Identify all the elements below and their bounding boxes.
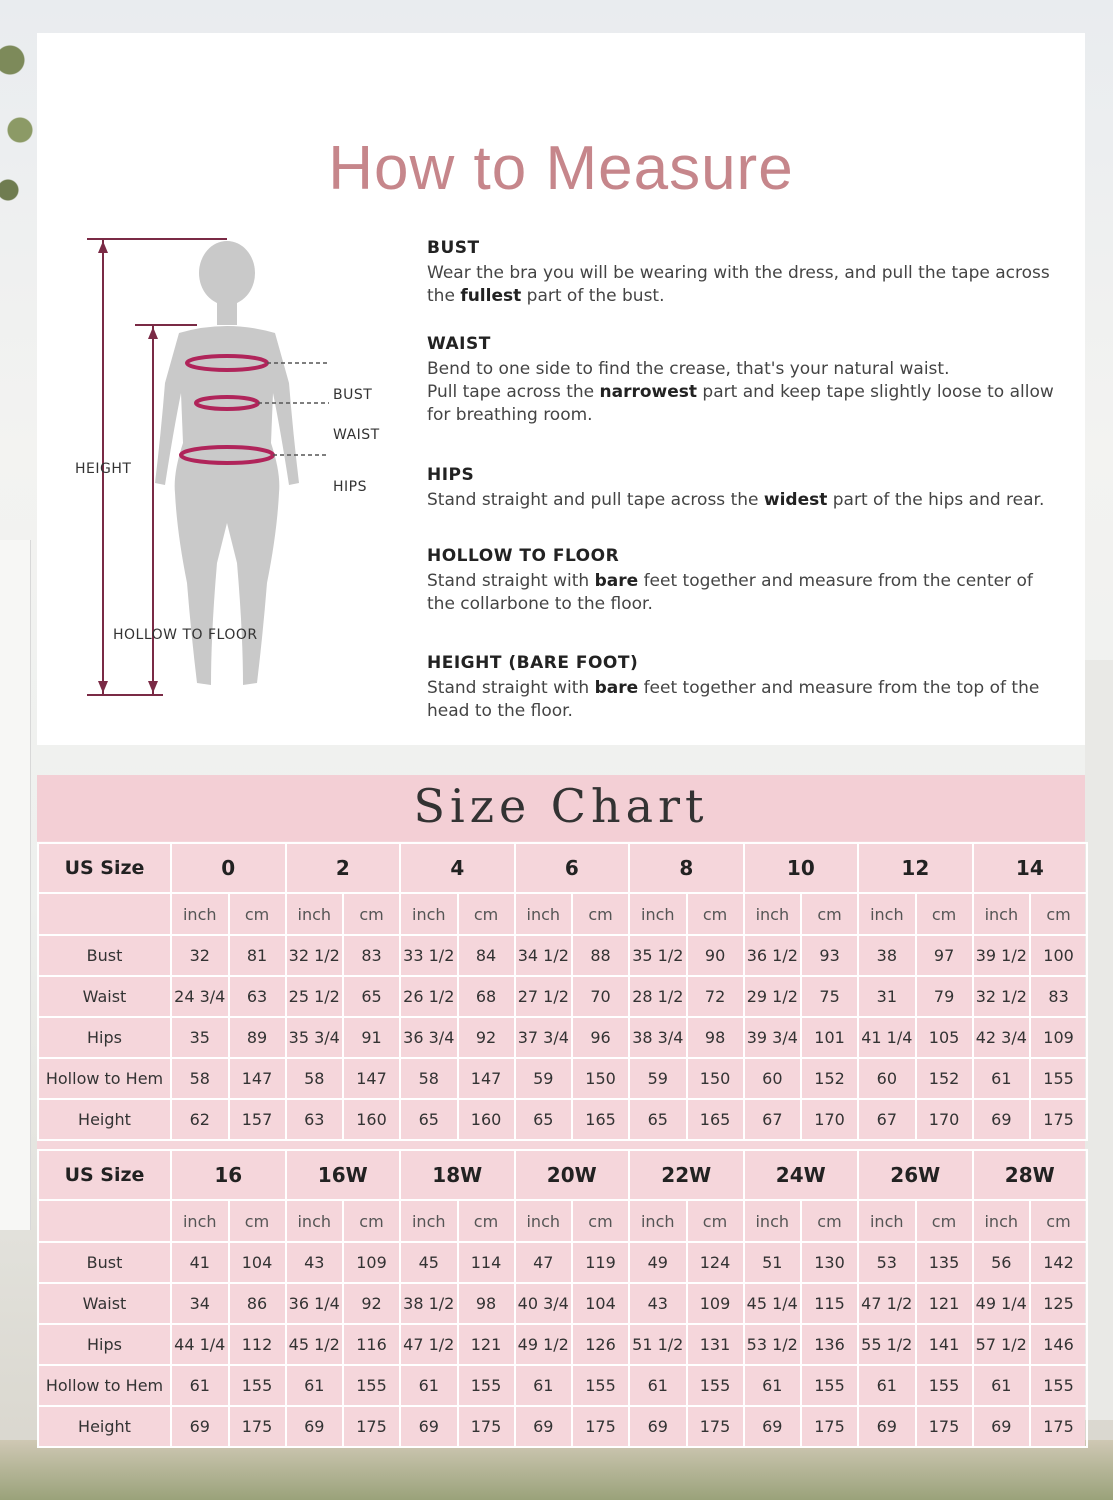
unit-inch-cell: inch [171, 1200, 229, 1242]
instruction-emphasis: widest [763, 490, 828, 510]
instruction-fragment: part of the hips and rear. [827, 490, 1045, 510]
unit-inch-cell: inch [973, 893, 1031, 935]
measurement-value: 35 1/2 [629, 935, 687, 976]
instruction-fragment: Stand straight with [427, 571, 595, 591]
measurement-value: 70 [572, 976, 629, 1017]
measurement-value: 116 [343, 1324, 400, 1365]
instruction-text [427, 570, 1087, 616]
measurement-value: 175 [916, 1406, 973, 1447]
measurement-value: 32 [171, 935, 229, 976]
unit-inch-cell: inch [515, 1200, 573, 1242]
measurement-value: 69 [171, 1406, 229, 1447]
unit-inch-cell: inch [858, 1200, 916, 1242]
measurement-value: 89 [229, 1017, 286, 1058]
instruction-fragment: part of the bust. [521, 286, 665, 306]
unit-cm-cell: cm [458, 893, 515, 935]
measurement-value: 58 [286, 1058, 344, 1099]
measurement-value: 155 [1030, 1365, 1087, 1406]
measurement-value: 63 [229, 976, 286, 1017]
measurement-value: 25 1/2 [286, 976, 344, 1017]
measurement-value: 32 1/2 [286, 935, 344, 976]
measurement-value: 61 [744, 1365, 802, 1406]
instruction-height [427, 653, 1087, 723]
measurement-label: Hips [38, 1017, 171, 1058]
measurement-value: 40 3/4 [515, 1283, 573, 1324]
size-header-row [38, 1150, 1087, 1200]
instruction-heading: HEIGHT (BARE FOOT) [427, 653, 639, 673]
size-header-cell: 16 [171, 1150, 286, 1200]
instruction-text [427, 677, 1087, 723]
table-row [38, 1017, 1087, 1058]
measurement-value: 34 1/2 [515, 935, 573, 976]
measurement-value: 84 [458, 935, 515, 976]
measurement-value: 26 1/2 [400, 976, 458, 1017]
instruction-text [427, 358, 1087, 427]
size-header-cell: 10 [744, 843, 859, 893]
how-to-measure-panel [37, 33, 1085, 745]
instruction-fragment: feet together and measure from the center of [638, 571, 1033, 591]
instruction-text [427, 262, 1087, 308]
instruction-fragment: feet together and measure from the top of the [638, 678, 1040, 698]
unit-cm-cell: cm [458, 1200, 515, 1242]
measurement-label: Hollow to Hem [38, 1365, 171, 1406]
measurement-value: 72 [687, 976, 744, 1017]
size-header-cell: 22W [629, 1150, 744, 1200]
unit-cm-cell: cm [801, 1200, 858, 1242]
measurement-value: 27 1/2 [515, 976, 573, 1017]
measurement-value: 109 [1030, 1017, 1087, 1058]
measurement-value: 47 1/2 [400, 1324, 458, 1365]
measurement-value: 68 [458, 976, 515, 1017]
measurement-value: 97 [916, 935, 973, 976]
measurement-value: 61 [858, 1365, 916, 1406]
instruction-fragment: Stand straight and pull tape across the [427, 490, 764, 510]
size-header-cell: 8 [629, 843, 744, 893]
instruction-fragment: for breathing room. [427, 405, 593, 425]
instruction-line [427, 381, 1087, 404]
measurement-value: 93 [801, 935, 858, 976]
instruction-text [427, 489, 1087, 512]
measurement-value: 51 [744, 1242, 802, 1283]
unit-cm-cell: cm [1030, 893, 1087, 935]
measurement-value: 119 [572, 1242, 629, 1283]
measurement-value: 150 [572, 1058, 629, 1099]
measurement-value: 155 [801, 1365, 858, 1406]
measurement-value: 53 1/2 [744, 1324, 802, 1365]
us-size-label: US Size [38, 843, 171, 893]
measurement-value: 60 [858, 1058, 916, 1099]
instruction-fragment: Bend to one side to find the crease, that's your natural waist. [427, 359, 950, 379]
measurement-value: 45 1/4 [744, 1283, 802, 1324]
measurement-value: 69 [744, 1406, 802, 1447]
measurement-value: 121 [916, 1283, 973, 1324]
figure-label-hollow-to-floor: HOLLOW TO FLOOR [113, 627, 258, 643]
table-row [38, 1324, 1087, 1365]
table-row [38, 1365, 1087, 1406]
unit-cm-cell: cm [916, 893, 973, 935]
size-chart-panel [37, 775, 1085, 1447]
measurement-value: 125 [1030, 1283, 1087, 1324]
measurement-label: Height [38, 1406, 171, 1447]
measurement-value: 130 [801, 1242, 858, 1283]
measurement-value: 92 [458, 1017, 515, 1058]
measurement-value: 60 [744, 1058, 802, 1099]
measurement-value: 83 [1030, 976, 1087, 1017]
measurement-value: 124 [687, 1242, 744, 1283]
instruction-emphasis: narrowest [599, 382, 698, 402]
size-header-row [38, 843, 1087, 893]
measurement-value: 126 [572, 1324, 629, 1365]
size-header-cell: 16W [286, 1150, 401, 1200]
size-header-cell: 12 [858, 843, 973, 893]
body-figure-diagram [67, 233, 397, 713]
size-table-plus [37, 1149, 1088, 1448]
instruction-fragment: part and keep tape slightly loose to allow [697, 382, 1054, 402]
unit-inch-cell: inch [858, 893, 916, 935]
measurement-value: 65 [629, 1099, 687, 1140]
table-row [38, 1242, 1087, 1283]
measurement-value: 147 [229, 1058, 286, 1099]
measurement-value: 49 1/4 [973, 1283, 1031, 1324]
measurement-value: 49 [629, 1242, 687, 1283]
measurement-value: 43 [286, 1242, 344, 1283]
measurement-value: 31 [858, 976, 916, 1017]
instruction-fragment: Stand straight with [427, 678, 595, 698]
instruction-bust [427, 238, 1087, 308]
us-size-label: US Size [38, 1150, 171, 1200]
measurement-value: 59 [515, 1058, 573, 1099]
measurement-value: 155 [572, 1365, 629, 1406]
size-header-cell: 28W [973, 1150, 1088, 1200]
figure-label-height: HEIGHT [75, 461, 132, 477]
measurement-value: 61 [286, 1365, 344, 1406]
table-row [38, 1283, 1087, 1324]
size-header-cell: 18W [400, 1150, 515, 1200]
measurement-value: 61 [400, 1365, 458, 1406]
measurement-value: 61 [629, 1365, 687, 1406]
measurement-value: 146 [1030, 1324, 1087, 1365]
table-row [38, 1099, 1087, 1140]
measurement-value: 86 [229, 1283, 286, 1324]
measurement-value: 65 [515, 1099, 573, 1140]
measurement-label: Hollow to Hem [38, 1058, 171, 1099]
measurement-value: 69 [515, 1406, 573, 1447]
size-header-cell: 14 [973, 843, 1088, 893]
measurement-value: 63 [286, 1099, 344, 1140]
measurement-value: 36 3/4 [400, 1017, 458, 1058]
measurement-value: 61 [515, 1365, 573, 1406]
measurement-value: 175 [229, 1406, 286, 1447]
measurement-value: 175 [572, 1406, 629, 1447]
measurement-value: 42 3/4 [973, 1017, 1031, 1058]
size-header-cell: 24W [744, 1150, 859, 1200]
measurement-value: 36 1/4 [286, 1283, 344, 1324]
measurement-value: 38 3/4 [629, 1017, 687, 1058]
table-row [38, 935, 1087, 976]
size-header-cell: 0 [171, 843, 286, 893]
how-to-measure-title: How to Measure [328, 134, 794, 203]
measurement-value: 47 [515, 1242, 573, 1283]
measurement-value: 131 [687, 1324, 744, 1365]
unit-inch-cell: inch [629, 1200, 687, 1242]
unit-cm-cell: cm [1030, 1200, 1087, 1242]
unit-inch-cell: inch [286, 1200, 344, 1242]
unit-cm-cell: cm [343, 1200, 400, 1242]
measurement-value: 136 [801, 1324, 858, 1365]
unit-cm-cell: cm [801, 893, 858, 935]
instruction-heading: BUST [427, 238, 480, 258]
unit-cm-cell: cm [343, 893, 400, 935]
measurement-value: 104 [572, 1283, 629, 1324]
measurement-value: 160 [458, 1099, 515, 1140]
figure-label-bust: BUST [333, 387, 373, 403]
unit-cm-cell: cm [229, 893, 286, 935]
measurement-value: 160 [343, 1099, 400, 1140]
measurement-value: 58 [400, 1058, 458, 1099]
measurement-value: 142 [1030, 1242, 1087, 1283]
measurement-value: 112 [229, 1324, 286, 1365]
measurement-value: 96 [572, 1017, 629, 1058]
size-header-cell: 6 [515, 843, 630, 893]
measurement-value: 36 1/2 [744, 935, 802, 976]
unit-cm-cell: cm [572, 893, 629, 935]
instruction-heading: HOLLOW TO FLOOR [427, 546, 620, 566]
unit-row [38, 893, 1087, 935]
measurement-label: Height [38, 1099, 171, 1140]
measurement-value: 38 1/2 [400, 1283, 458, 1324]
measurement-value: 51 1/2 [629, 1324, 687, 1365]
measurement-value: 155 [343, 1365, 400, 1406]
measurement-value: 147 [343, 1058, 400, 1099]
unit-inch-cell: inch [515, 893, 573, 935]
measurement-value: 69 [400, 1406, 458, 1447]
unit-row-blank-cell [38, 893, 171, 935]
measurement-value: 175 [343, 1406, 400, 1447]
background-ground [0, 1440, 1113, 1500]
measurement-value: 47 1/2 [858, 1283, 916, 1324]
size-header-cell: 20W [515, 1150, 630, 1200]
measurement-value: 170 [801, 1099, 858, 1140]
measurement-value: 175 [687, 1406, 744, 1447]
measurement-value: 157 [229, 1099, 286, 1140]
measurement-value: 75 [801, 976, 858, 1017]
measurement-value: 100 [1030, 935, 1087, 976]
instruction-line [427, 677, 1087, 700]
measurement-value: 165 [687, 1099, 744, 1140]
size-header-cell: 26W [858, 1150, 973, 1200]
measurement-value: 91 [343, 1017, 400, 1058]
measurement-value: 155 [916, 1365, 973, 1406]
measurement-value: 33 1/2 [400, 935, 458, 976]
table-row [38, 1058, 1087, 1099]
measurement-value: 41 [171, 1242, 229, 1283]
measurement-value: 147 [458, 1058, 515, 1099]
instruction-line [427, 358, 1087, 381]
measurement-value: 65 [343, 976, 400, 1017]
measurement-value: 56 [973, 1242, 1031, 1283]
instruction-hollow-to-floor [427, 546, 1087, 616]
instruction-fragment: Pull tape across the [427, 382, 600, 402]
measurement-value: 150 [687, 1058, 744, 1099]
figure-label-waist: WAIST [333, 427, 380, 443]
measurement-value: 61 [171, 1365, 229, 1406]
measurement-value: 101 [801, 1017, 858, 1058]
measurement-value: 67 [858, 1099, 916, 1140]
measurement-value: 98 [687, 1017, 744, 1058]
instruction-fragment: head to the floor. [427, 701, 573, 721]
measurement-value: 29 1/2 [744, 976, 802, 1017]
instruction-emphasis: bare [594, 678, 639, 698]
unit-cm-cell: cm [229, 1200, 286, 1242]
measurement-value: 32 1/2 [973, 976, 1031, 1017]
measurement-value: 49 1/2 [515, 1324, 573, 1365]
instruction-fragment: Wear the bra you will be wearing with the dress, and pull the tape across [427, 263, 1050, 283]
size-header-cell: 4 [400, 843, 515, 893]
instruction-waist [427, 334, 1087, 427]
unit-inch-cell: inch [171, 893, 229, 935]
measurement-value: 155 [687, 1365, 744, 1406]
measurement-value: 39 3/4 [744, 1017, 802, 1058]
measurement-value: 24 3/4 [171, 976, 229, 1017]
measurement-value: 90 [687, 935, 744, 976]
measurement-value: 44 1/4 [171, 1324, 229, 1365]
measurement-value: 35 3/4 [286, 1017, 344, 1058]
measurement-value: 114 [458, 1242, 515, 1283]
measurement-value: 45 [400, 1242, 458, 1283]
measurement-value: 37 3/4 [515, 1017, 573, 1058]
measurement-value: 109 [343, 1242, 400, 1283]
measurement-value: 141 [916, 1324, 973, 1365]
measurement-value: 61 [973, 1058, 1031, 1099]
measurement-value: 152 [916, 1058, 973, 1099]
measurement-value: 135 [916, 1242, 973, 1283]
background-house [0, 540, 31, 1230]
measurement-value: 121 [458, 1324, 515, 1365]
measurement-label: Bust [38, 935, 171, 976]
measurement-value: 53 [858, 1242, 916, 1283]
measurement-label: Hips [38, 1324, 171, 1365]
measurement-value: 88 [572, 935, 629, 976]
measurement-value: 69 [629, 1406, 687, 1447]
size-header-cell: 2 [286, 843, 401, 893]
instruction-heading: HIPS [427, 465, 475, 485]
instruction-line [427, 285, 1087, 308]
measurement-value: 155 [229, 1365, 286, 1406]
unit-inch-cell: inch [629, 893, 687, 935]
measurement-value: 175 [801, 1406, 858, 1447]
instruction-line [427, 593, 1087, 616]
background-foliage [0, 0, 40, 230]
unit-inch-cell: inch [744, 893, 802, 935]
instruction-line [427, 570, 1087, 593]
measurement-value: 155 [458, 1365, 515, 1406]
measurement-value: 81 [229, 935, 286, 976]
instruction-line [427, 262, 1087, 285]
unit-row-blank-cell [38, 1200, 171, 1242]
instruction-fragment: the [427, 286, 461, 306]
instruction-emphasis: bare [594, 571, 639, 591]
measurement-value: 165 [572, 1099, 629, 1140]
measurement-value: 35 [171, 1017, 229, 1058]
figure-label-hips: HIPS [333, 479, 367, 495]
measurement-value: 155 [1030, 1058, 1087, 1099]
size-chart-title: Size Chart [37, 775, 1085, 841]
instruction-line [427, 700, 1087, 723]
measurement-value: 38 [858, 935, 916, 976]
instruction-fragment: the collarbone to the floor. [427, 594, 653, 614]
measurement-value: 79 [916, 976, 973, 1017]
measurement-value: 65 [400, 1099, 458, 1140]
unit-cm-cell: cm [687, 893, 744, 935]
measurement-value: 115 [801, 1283, 858, 1324]
size-table-regular [37, 842, 1088, 1141]
measurement-value: 59 [629, 1058, 687, 1099]
measurement-value: 43 [629, 1283, 687, 1324]
measurement-value: 69 [973, 1099, 1031, 1140]
unit-inch-cell: inch [400, 1200, 458, 1242]
measurement-value: 28 1/2 [629, 976, 687, 1017]
measurement-value: 152 [801, 1058, 858, 1099]
instruction-emphasis: fullest [460, 286, 522, 306]
measurement-value: 69 [286, 1406, 344, 1447]
measurement-value: 41 1/4 [858, 1017, 916, 1058]
measurement-value: 34 [171, 1283, 229, 1324]
background-house-right [1085, 660, 1113, 1420]
measurement-value: 98 [458, 1283, 515, 1324]
measurement-value: 175 [1030, 1099, 1087, 1140]
table-row [38, 976, 1087, 1017]
measurement-value: 69 [858, 1406, 916, 1447]
measurement-value: 175 [1030, 1406, 1087, 1447]
measurement-value: 92 [343, 1283, 400, 1324]
instruction-line [427, 404, 1087, 427]
measurement-value: 61 [973, 1365, 1031, 1406]
table-row [38, 1406, 1087, 1447]
measurement-value: 105 [916, 1017, 973, 1058]
measurement-value: 104 [229, 1242, 286, 1283]
measurement-label: Bust [38, 1242, 171, 1283]
measurement-value: 83 [343, 935, 400, 976]
unit-inch-cell: inch [286, 893, 344, 935]
unit-cm-cell: cm [916, 1200, 973, 1242]
measurement-value: 67 [744, 1099, 802, 1140]
measurement-value: 170 [916, 1099, 973, 1140]
measurement-value: 55 1/2 [858, 1324, 916, 1365]
measurement-label: Waist [38, 976, 171, 1017]
instruction-line [427, 489, 1087, 512]
unit-cm-cell: cm [572, 1200, 629, 1242]
measurement-value: 39 1/2 [973, 935, 1031, 976]
measurement-label: Waist [38, 1283, 171, 1324]
measurement-value: 175 [458, 1406, 515, 1447]
measurement-value: 109 [687, 1283, 744, 1324]
instruction-heading: WAIST [427, 334, 491, 354]
measurement-value: 57 1/2 [973, 1324, 1031, 1365]
measurement-value: 58 [171, 1058, 229, 1099]
unit-inch-cell: inch [400, 893, 458, 935]
measurement-value: 45 1/2 [286, 1324, 344, 1365]
instruction-hips [427, 465, 1087, 512]
unit-inch-cell: inch [744, 1200, 802, 1242]
measurement-value: 69 [973, 1406, 1031, 1447]
unit-cm-cell: cm [687, 1200, 744, 1242]
unit-row [38, 1200, 1087, 1242]
measurement-value: 62 [171, 1099, 229, 1140]
unit-inch-cell: inch [973, 1200, 1031, 1242]
